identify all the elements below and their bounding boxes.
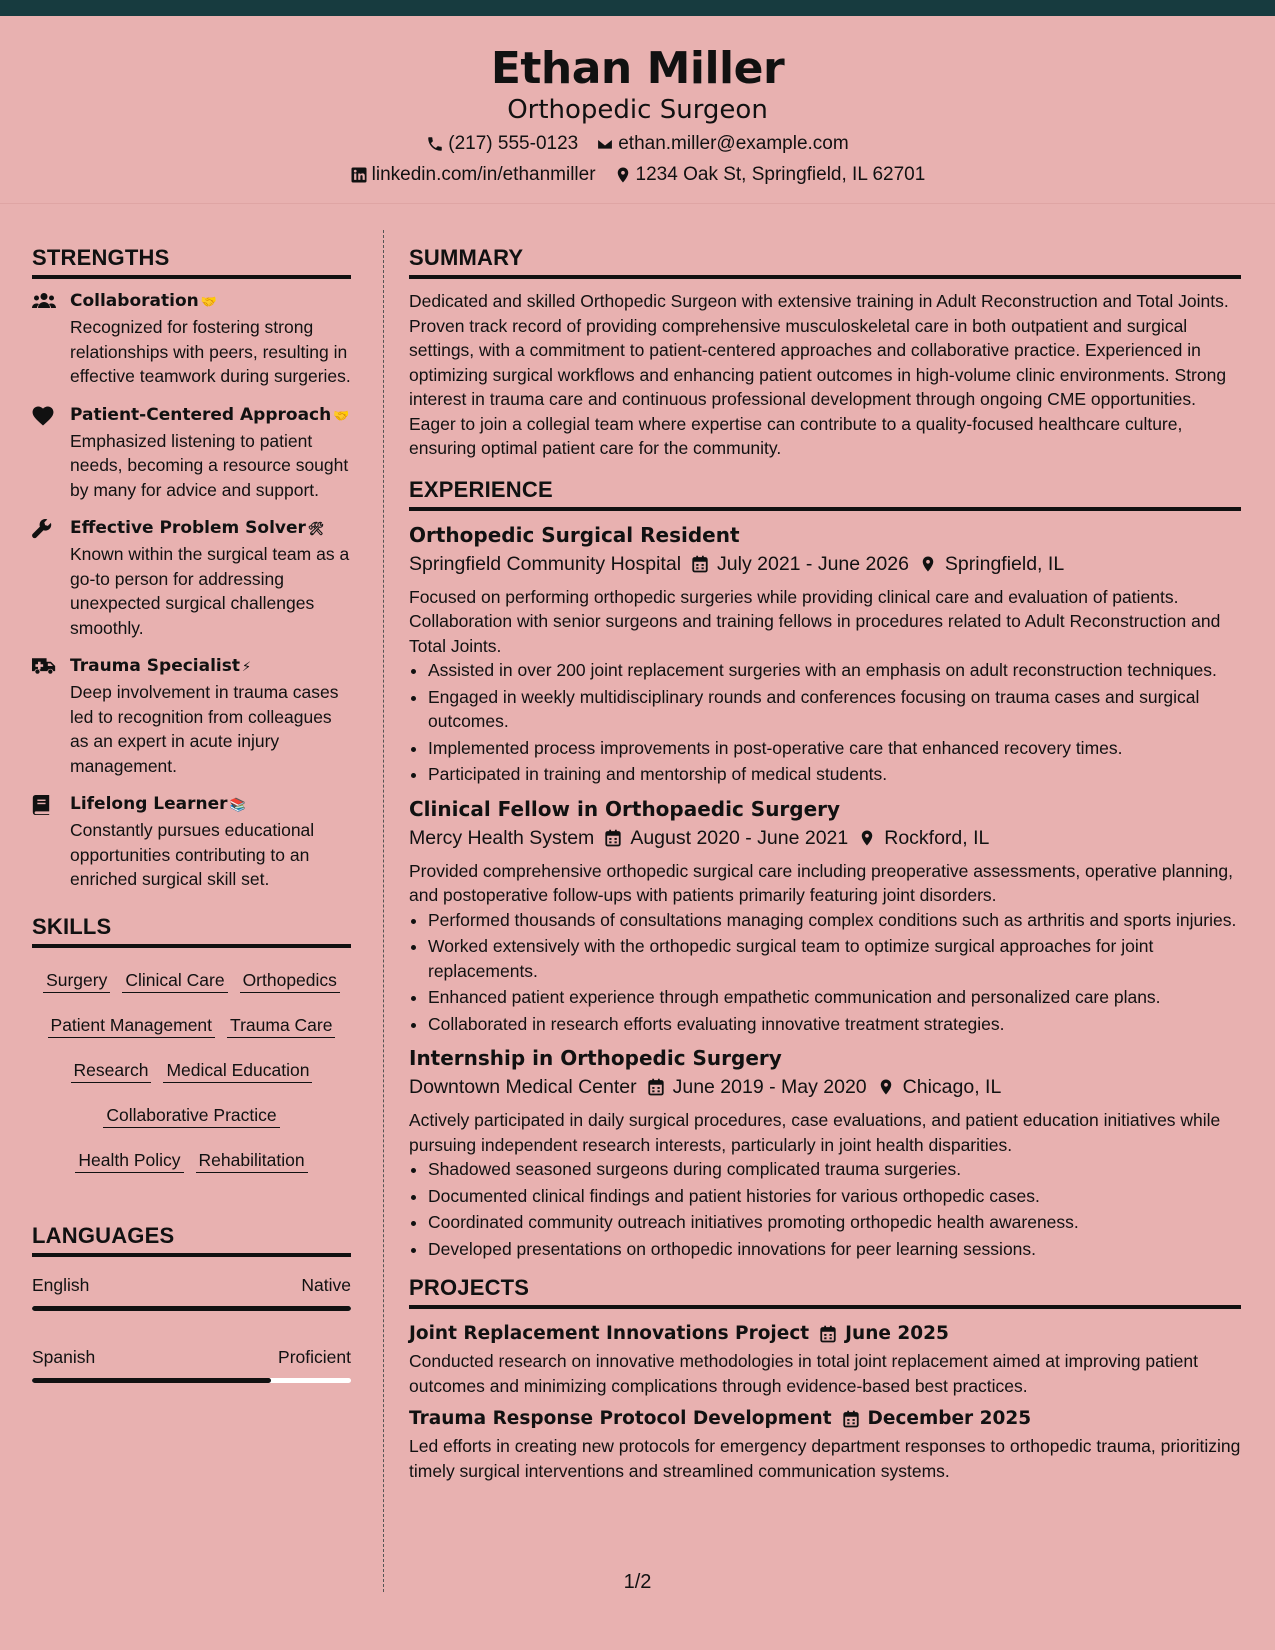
language-name: Spanish [32,1346,96,1367]
job-dates: June 2019 - May 2020 [672,1076,867,1098]
job-bullet: • Collaborated in research efforts evaluating innovative treatment strategies. [428,1012,1241,1037]
job-bullets [409,908,1241,1037]
calendar-icon [604,829,622,847]
skill-tag: Research [71,1058,152,1083]
calendar-icon [691,555,709,573]
map-pin-icon [614,166,632,184]
strength-item [32,403,351,503]
job-meta [409,549,1241,579]
languages-heading: LANGUAGES [32,1223,351,1257]
project-date: December 2025 [867,1408,1032,1429]
strength-desc: Constantly pursues educational opportunities contributing to an enriched surgical skill set. [70,820,315,889]
language-item [32,1275,351,1311]
phone-contact [426,131,578,157]
left-column [32,245,351,1383]
skill-tag: Surgery [43,968,110,993]
language-name: English [32,1274,90,1295]
language-bar-fill [32,1378,271,1383]
project-description: Conducted research on innovative methodologies in total joint replacement aimed at improving patient outcomes and minimizing complications through evidence-based best practices. [409,1351,1198,1396]
language-bar [32,1378,351,1383]
email-text[interactable]: ethan.miller@example.com [618,132,849,154]
job-title: Internship in Orthopedic Surgery [409,1046,782,1070]
job-bullet: • Developed presentations on orthopedic innovations for peer learning sessions. [428,1237,1241,1262]
language-bar-fill [32,1306,351,1311]
right-column [409,245,1241,1483]
linkedin-text[interactable]: linkedin.com/in/ethanmiller [371,163,596,185]
strength-item [32,289,351,389]
strength-item [32,516,351,640]
calendar-icon [842,1410,860,1428]
project-description: Led efforts in creating new protocols for emergency department responses to orthopedic trauma, prioritizing timely surgical interventions and streamlined communication systems. [409,1436,1241,1481]
strength-desc: Known within the surgical team as a go-to person for addressing unexpected surgical challenges smoothly. [70,544,350,638]
job-description: Actively participated in daily surgical procedures, case evaluations, and patient education initiatives while pursuing independent research interests, particularly in joint health disparities. [409,1110,1221,1155]
strengths-heading: STRENGTHS [32,245,351,279]
skill-tag: Clinical Care [122,968,227,993]
summary-text: Dedicated and skilled Orthopedic Surgeon with extensive training in Adult Reconstruction and Total Joints. Proven track record of providing comprehensive musculoskeletal care in both outpatient and surgical settings, with a commitment to patient-centered approaches and collaborative practice. Experienced in optimizing surgical workflows and enhancing patient outcomes in high-volume clinic environments. Strong interest in trauma care and continuous professional development through ongoing CME opportunities. Eager to join a collegial team where expertise can contribute to a quality-focused healthcare culture, ensuring optimal patient care for the community. [409,291,1229,458]
projects-heading: PROJECTS [409,1275,1241,1309]
job-org: Springfield Community Hospital [409,552,682,575]
contact-row-1 [0,131,1275,157]
top-bar [0,0,1275,16]
skill-tag: Health Policy [75,1148,183,1173]
skill-tag: Medical Education [163,1058,312,1083]
language-item [32,1347,351,1383]
address-text: 1234 Oak St, Springfield, IL 62701 [635,163,926,185]
project-title: Trauma Response Protocol Development [409,1408,832,1429]
candidate-name: Ethan Miller [490,43,785,94]
heart-icon [32,406,54,426]
job-bullet: • Implemented process improvements in post-operative care that enhanced recovery times. [428,736,1241,761]
contact-row-2 [0,162,1275,188]
page-number: 1/2 [623,1571,652,1593]
phone-text: (217) 555-0123 [448,132,579,154]
calendar-icon [819,1325,837,1343]
resume-header [0,16,1275,204]
job-entry [409,795,1241,1037]
job-bullet: • Coordinated community outreach initiatives promoting orthopedic health awareness. [428,1210,1241,1235]
map-pin-icon [919,555,937,573]
summary-heading: SUMMARY [409,245,1241,279]
job-bullet: • Worked extensively with the orthopedic surgical team to optimize surgical approaches for joint replacements. [428,934,1241,983]
job-description: Provided comprehensive orthopedic surgical care including preoperative assessments, operative planning, and postoperative follow-ups with patients primarily featuring joint disorders. [409,860,1233,905]
experience-heading: EXPERIENCE [409,477,1241,511]
ambulance-icon [32,657,56,675]
job-bullet: • Assisted in over 200 joint replacement surgeries with an emphasis on adult reconstruction techniques. [428,658,1241,683]
job-location: Springfield, IL [944,552,1065,575]
envelope-icon [596,135,614,153]
job-location: Chicago, IL [902,1076,1002,1098]
skill-tag: Trauma Care [227,1013,335,1038]
job-title: Orthopedic Surgical Resident [409,522,740,547]
linkedin-contact[interactable] [350,162,596,188]
job-bullet: • Participated in training and mentorship of medical students. [428,762,1241,787]
strength-title: Lifelong Learner 📚 [70,794,246,814]
language-level: Proficient [278,1346,351,1367]
wrench-icon [32,519,52,539]
language-bar [32,1306,351,1311]
job-bullets [409,1157,1241,1261]
strength-title: Trauma Specialist ⚡ [70,656,252,676]
column-divider [383,230,384,1592]
strength-title: Effective Problem Solver 🛠 [70,518,325,538]
job-bullet: • Engaged in weekly multidisciplinary rounds and conferences focusing on trauma cases and surgical outcomes. [428,685,1241,734]
email-contact[interactable] [596,131,849,157]
job-bullets [409,658,1241,787]
job-meta [409,823,1241,853]
skills-list [32,958,351,1183]
project-entry [409,1319,1241,1398]
job-description: Focused on performing orthopedic surgeries while providing clinical care and evaluation of patients. Collaboration with senior surgeons and training fellows in procedures related to Adult Reconstruction and Total Joints. [409,586,1221,656]
job-bullet: • Shadowed seasoned surgeons during complicated trauma surgeries. [428,1157,1241,1182]
job-bullet: • Enhanced patient experience through empathetic communication and personalized care plans. [428,985,1241,1010]
project-title-row [409,1319,1241,1349]
job-dates: July 2021 - June 2026 [717,552,909,575]
skill-tag: Rehabilitation [196,1148,308,1173]
language-level: Native [301,1274,351,1295]
job-dates: August 2020 - June 2021 [630,826,849,849]
strength-desc: Emphasized listening to patient needs, becoming a resource sought by many for advice and support. [70,430,349,500]
map-pin-icon [858,829,876,847]
project-date: June 2025 [845,1323,949,1344]
address-contact [614,162,926,188]
users-icon [32,292,56,310]
linkedin-icon [350,166,368,184]
job-entry [409,1044,1241,1261]
skill-tag: Orthopedics [240,968,340,993]
candidate-title: Orthopedic Surgeon [507,94,768,125]
job-location: Rockford, IL [884,826,990,849]
skills-heading: SKILLS [32,914,351,948]
strength-item [32,654,351,778]
project-title: Joint Replacement Innovations Project [409,1323,810,1344]
job-org: Mercy Health System [409,826,595,849]
job-title: Clinical Fellow in Orthopaedic Surgery [409,796,841,821]
strength-desc: Deep involvement in trauma cases led to recognition from colleagues as an expert in acute injury management. [70,682,339,776]
phone-icon [426,135,444,153]
skill-tag: Patient Management [48,1013,216,1038]
project-title-row [409,1404,1241,1434]
strength-desc: Recognized for fostering strong relationships with peers, resulting in effective teamwork during surgeries. [70,317,351,386]
book-icon [32,795,50,815]
strength-title: Patient-Centered Approach 🤝 [70,404,350,425]
job-org: Downtown Medical Center [409,1076,637,1098]
map-pin-icon [877,1078,895,1096]
job-entry [409,521,1241,787]
job-bullet: • Performed thousands of consultations managing complex conditions such as arthritis and sports injuries. [428,908,1241,933]
job-bullet: • Documented clinical findings and patient histories for various orthopedic cases. [428,1184,1241,1209]
strength-title: Collaboration 🤝 [70,291,217,311]
calendar-icon [647,1078,665,1096]
project-entry [409,1404,1241,1483]
job-meta [409,1072,1241,1102]
strength-item [32,792,351,892]
skill-tag: Collaborative Practice [103,1103,279,1128]
